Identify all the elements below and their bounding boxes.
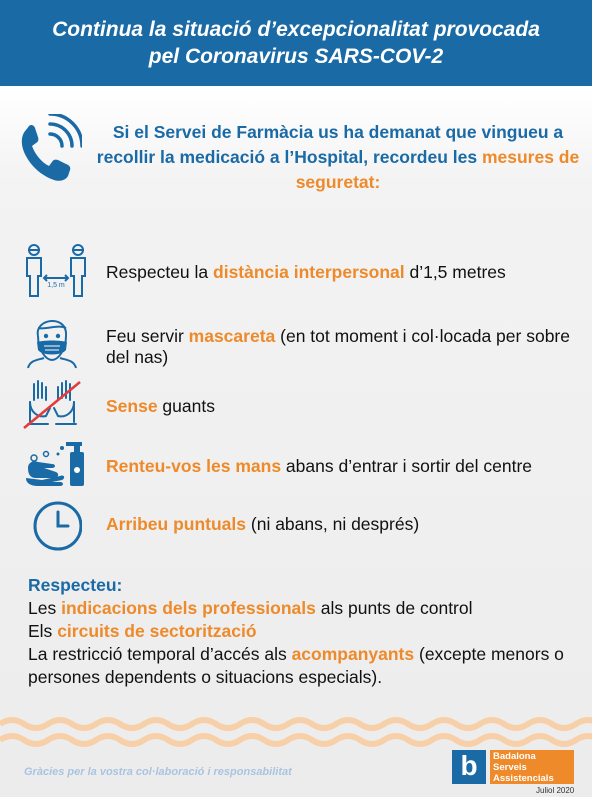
logo-line: Assistencials xyxy=(493,773,554,784)
measure-text-pre: Respecteu la xyxy=(106,262,214,282)
measure-punctuality-text xyxy=(106,514,419,535)
measure-mask-text xyxy=(106,326,576,368)
logo-name xyxy=(490,750,574,784)
badalona-logo xyxy=(452,750,582,786)
measure-text-post: (ni abans, ni després) xyxy=(246,514,420,534)
respect-text-highlight: circuits de sectorització xyxy=(57,621,257,641)
respect-text-pre: Els xyxy=(28,621,58,641)
measure-text-highlight: distància interpersonal xyxy=(213,262,405,282)
measure-handwashing-text xyxy=(106,456,532,477)
measure-text-post: d’1,5 metres xyxy=(404,262,506,282)
respect-text-post: (excepte menors o persones dependents o situacions especials). xyxy=(28,644,564,687)
measure-gloves-text xyxy=(106,396,215,417)
intro-text xyxy=(88,120,588,195)
intro-text-highlight: mesures de seguretat: xyxy=(295,147,580,192)
respect-text-pre: Les xyxy=(28,598,62,618)
measure-punctuality xyxy=(22,498,592,552)
measure-handwashing xyxy=(22,438,592,490)
respect-section xyxy=(28,574,584,689)
header-title-line1: Continua la situació d’excepcionalitat provocada xyxy=(52,18,540,41)
measure-text-pre: Feu servir xyxy=(106,326,189,346)
measure-text-highlight: mascareta xyxy=(188,326,276,346)
measure-text-highlight: Sense xyxy=(106,396,158,416)
logo-line: Serveis xyxy=(493,762,527,773)
measure-text-post: (en tot moment i col·locada per sobre del nas) xyxy=(106,326,570,367)
measure-text-highlight: Renteu-vos les mans xyxy=(106,456,282,476)
respect-line xyxy=(28,620,584,643)
measure-text-post: guants xyxy=(157,396,215,416)
respect-text-pre: La restricció temporal d’accés als xyxy=(28,644,292,664)
intro-text-main: Si el Servei de Farmàcia us ha demanat que vingueu a recollir la medicació a l’Hospital, recordeu les xyxy=(96,122,564,167)
respect-line xyxy=(28,643,584,689)
clock-icon xyxy=(22,498,82,552)
respect-text-highlight: acompanyants xyxy=(291,644,415,664)
measure-gloves xyxy=(22,378,592,430)
respect-title: Respecteu: xyxy=(28,575,123,595)
social-distance-icon xyxy=(22,240,92,300)
face-mask-icon xyxy=(22,310,82,370)
respect-text-highlight: indicacions dels professionals xyxy=(61,598,316,618)
respect-line xyxy=(28,597,584,620)
measure-text-highlight: Arribeu puntuals xyxy=(106,514,247,534)
hand-washing-icon xyxy=(22,438,88,490)
phone-icon xyxy=(16,114,82,184)
respect-text-post: als punts de control xyxy=(315,598,473,618)
measure-distance xyxy=(22,240,592,300)
date-label: Juliol 2020 xyxy=(536,786,575,795)
logo-line: Badalona xyxy=(493,751,536,762)
measure-distance-text xyxy=(106,262,506,283)
header-banner xyxy=(0,0,592,86)
header-title-line2: pel Coronavirus SARS-COV-2 xyxy=(148,45,444,68)
intro-section xyxy=(16,110,586,200)
thanks-text: Gràcies per la vostra col·laboració i responsabilitat xyxy=(24,766,292,778)
distance-label: 1,5 m xyxy=(47,282,65,289)
no-gloves-icon xyxy=(22,378,82,430)
measure-mask xyxy=(22,310,592,370)
logo-letter: b xyxy=(452,750,486,784)
measure-text-post: abans d’entrar i sortir del centre xyxy=(281,456,533,476)
decorative-waves xyxy=(0,712,592,752)
